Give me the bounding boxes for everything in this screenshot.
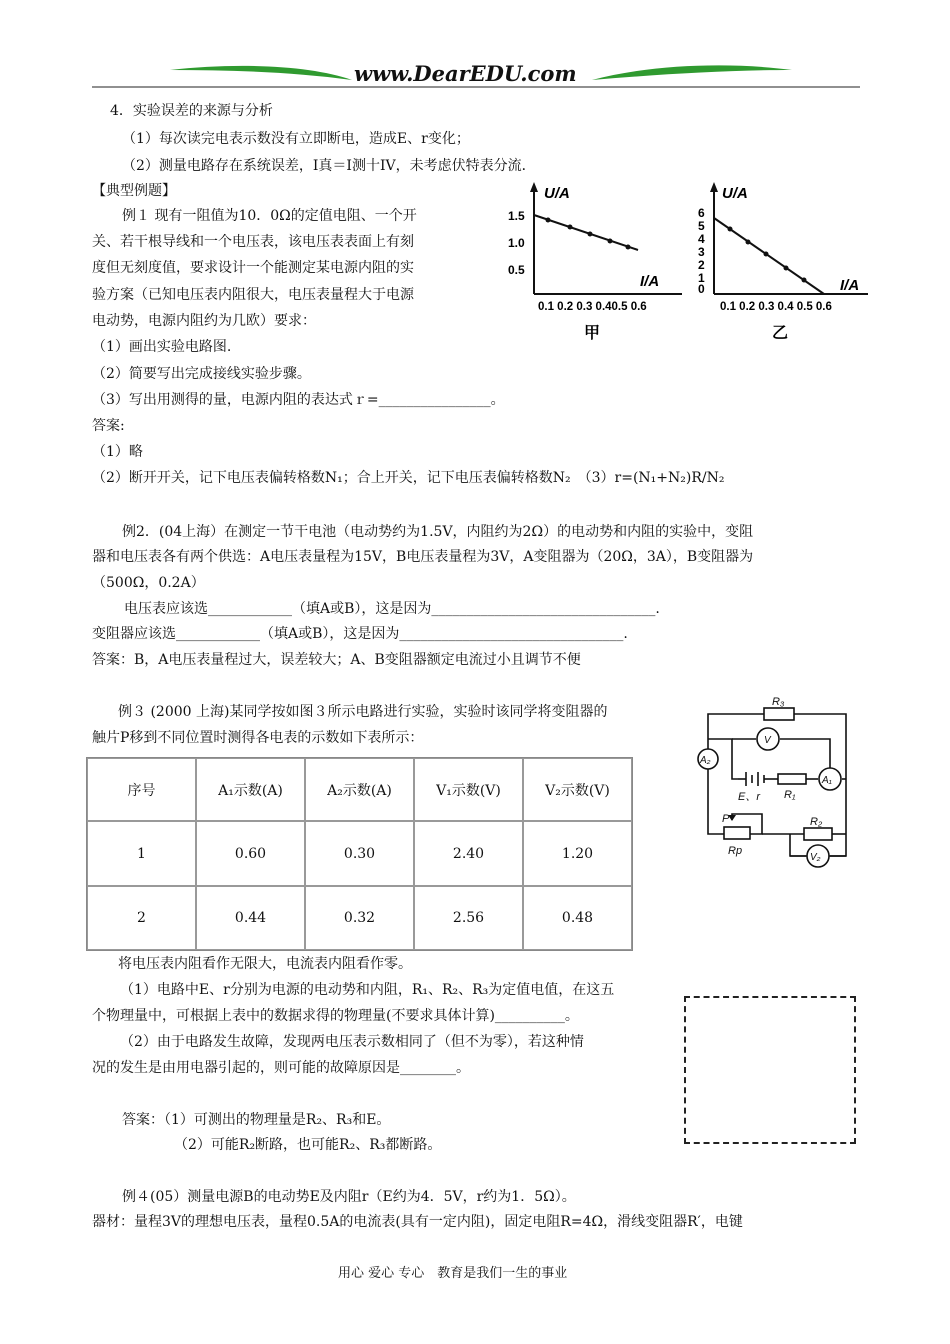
ex1-req2: （2）简要写出完成接线实验步骤。 (92, 366, 311, 382)
header-logo (92, 58, 860, 90)
graph-yi-ytick: 2 (698, 258, 705, 272)
graph-jia-point (608, 239, 613, 244)
circuit-r3-resistor (764, 708, 794, 720)
ex1-ans2: （2）断开开关，记下电压表偏转格数N₁；合上开关，记下电压表偏转格数N₂ （3）r=(N₁+N₂)R/N₂ (92, 470, 725, 486)
circuit-r2-resistor (804, 828, 832, 840)
graph-jia-caption: 甲 (584, 325, 601, 342)
table-cell: 1 (87, 821, 196, 886)
ex2-line1: 例2．(04上海）在测定一节干电池（电动势约为1.5V，内阻约为2Ω）的电动势和内阻的实验中，变阻 (122, 524, 754, 540)
graph-jia-ytick: 1.0 (508, 236, 525, 250)
graph-yi-ytick: 4 (698, 232, 705, 246)
graph-yi-caption: 乙 (772, 325, 789, 342)
table-header-cell: V₂示数(V) (523, 758, 632, 821)
graph-jia (502, 180, 692, 345)
circuit-label-a1: A₁ (822, 775, 832, 786)
ex4-line1: 例４(05）测量电源B的电动势E及内阻r（E约为4．5V，r约为1．5Ω）。 (122, 1189, 576, 1205)
ex1-line: 电动势，电源内阻约为几欧）要求： (92, 313, 316, 329)
table-row (87, 886, 632, 950)
table-header-cell: A₂示数(A) (305, 758, 414, 821)
section4-title: 4．实验误差的来源与分析 (110, 103, 273, 119)
table-cell: 1.20 (523, 821, 632, 886)
table-header-cell: 序号 (87, 758, 196, 821)
ex3-q1b: 个物理量中，可根据上表中的数据求得的物理量(不要求具体计算)__________。 (92, 1008, 579, 1024)
graph-yi-point (728, 227, 733, 232)
circuit-label-r2: R₂ (810, 816, 823, 828)
ex3-q1a: （1）电路中E、r分别为电源的电动势和内阻，R₁、R₂、R₃为定值电值，在这五 (120, 982, 615, 998)
ex2-line4: 电压表应该选____________（填A或B），这是因为________________________________. (124, 601, 660, 617)
ex3-ans1: 答案：（1）可测出的物理量是R₂、R₃和E。 (122, 1112, 391, 1128)
circuit-label-r3: R₃ (772, 696, 785, 708)
section4-item1: （1）每次读完电表示数没有立即断电，造成E、r变化； (122, 131, 470, 147)
graph-yi-ytick: 6 (698, 206, 705, 220)
circuit-label-er: E、r (738, 791, 760, 803)
graph-yi-y-arrow (710, 182, 718, 192)
ex3-note: 将电压表内阻看作无限大，电流表内阻看作零。 (118, 956, 412, 972)
graph-yi-point (802, 278, 807, 283)
graph-jia-ylabel: U/A (544, 185, 570, 202)
table-cell: 0.48 (523, 886, 632, 950)
circuit-rp-rheostat (724, 827, 750, 839)
circuit-r1-resistor (778, 774, 806, 784)
ex3-q2a: （2）由于电路发生故障，发现两电压表示数相同了（但不为零），若这种情 (120, 1034, 584, 1050)
table-cell: 0.32 (305, 886, 414, 950)
table-row (87, 821, 632, 886)
ex1-ans1: （1）略 (92, 444, 143, 460)
ex3-ans2: （2）可能R₂断路，也可能R₂、R₃都断路。 (174, 1137, 442, 1153)
graph-yi (690, 180, 880, 345)
table-cell: 0.60 (196, 821, 305, 886)
ex3-q2b: 况的发生是由用电器引起的，则可能的故障原因是________。 (92, 1060, 470, 1076)
ex2-answer: 答案：B，A电压表量程过大，误差较大；A、B变阻器额定电流过小且调节不便 (92, 652, 581, 668)
ex3-table (86, 757, 633, 951)
circuit-diagram (694, 694, 856, 874)
graph-yi-xlabel: I/A (840, 277, 860, 294)
ex2-line3: （500Ω，0.2A） (92, 575, 205, 591)
graph-jia-xticks: 0.1 0.2 0.3 0.40.5 0.6 (538, 301, 647, 313)
graph-jia-xlabel: I/A (640, 273, 660, 290)
graph-yi-ytick: 5 (698, 219, 705, 233)
ex1-req3: （3）写出用测得的量，电源内阻的表达式ｒ=________________。 (92, 392, 505, 408)
circuit-label-v2: V₂ (810, 852, 821, 863)
ex3-line1: 例３ (2000 上海)某同学按如图３所示电路进行实验，实验时该同学将变阻器的 (118, 704, 608, 720)
logo-text: www.DearEDU.com (354, 61, 577, 86)
table-cell: 0.44 (196, 886, 305, 950)
ex3-line2: 触片P移到不同位置时测得各电表的示数如下表所示： (92, 730, 424, 746)
ex1-line: 例１ 现有一阻值为10．0Ω的定值电阻、一个开 (122, 208, 417, 224)
circuit-label-a2: A₂ (700, 755, 711, 766)
circuit-label-p: P (722, 813, 730, 825)
graph-yi-point (746, 240, 751, 245)
graph-jia-point (588, 232, 593, 237)
graph-yi-ytick: 1 (698, 271, 705, 285)
table-cell: 0.30 (305, 821, 414, 886)
graph-jia-point (568, 225, 573, 230)
answer-drawing-box (684, 996, 856, 1144)
ex1-line: 验方案（已知电压表内阻很大，电压表量程大于电源 (92, 287, 414, 303)
ex2-line2: 器和电压表各有两个供选：A电压表量程为15V，B电压表量程为3V，A变阻器为（20Ω，3A），B变阻器为 (92, 549, 754, 565)
examples-heading: 【典型例题】 (92, 183, 176, 199)
graph-jia-ytick: 0.5 (508, 263, 525, 277)
table-header-row (87, 758, 632, 821)
graph-jia-ytick: 1.5 (508, 209, 525, 223)
graph-yi-xticks: 0.1 0.2 0.3 0.4 0.5 0.6 (720, 301, 832, 313)
ex4-line2: 器材：量程3V的理想电压表，量程0.5A的电流表(具有一定内阻)，固定电阻R=4Ω，滑线变阻器R′，电键 (92, 1214, 743, 1230)
section4-item2: （2）测量电路存在系统误差，I真＝I测十IV，未考虑伏特表分流． (122, 158, 536, 174)
graph-jia-y-arrow (530, 182, 538, 192)
table-cell: 2.40 (414, 821, 523, 886)
graph-yi-point (764, 252, 769, 257)
ex2-line5: 变阻器应该选____________（填A或B），这是因为________________________________. (92, 626, 628, 642)
table-cell: 2 (87, 886, 196, 950)
circuit-label-v: V (764, 735, 771, 746)
ex1-req1: （1）画出实验电路图. (92, 339, 232, 355)
ex1-line: 度但无刻度值，要求设计一个能测定某电源内阻的实 (92, 260, 414, 276)
graph-yi-ytick: 0 (698, 282, 705, 296)
table-header-cell: A₁示数(A) (196, 758, 305, 821)
graph-yi-ylabel: U/A (722, 185, 748, 202)
footer-slogan: 用心 爱心 专心 教育是我们一生的事业 (338, 1266, 568, 1281)
graph-jia-point (546, 218, 551, 223)
graph-jia-point (626, 245, 631, 250)
circuit-label-rp: Rp (728, 845, 743, 857)
circuit-label-r1: R₁ (784, 789, 796, 801)
ex1-answer-label: 答案: (92, 418, 125, 434)
circuit-wire (780, 739, 830, 769)
table-cell: 2.56 (414, 886, 523, 950)
graph-yi-point (784, 266, 789, 271)
graph-yi-ytick: 3 (698, 245, 705, 259)
table-header-cell: V₁示数(V) (414, 758, 523, 821)
ex1-line: 关、若干根导线和一个电压表，该电压表表面上有刻 (92, 234, 414, 250)
